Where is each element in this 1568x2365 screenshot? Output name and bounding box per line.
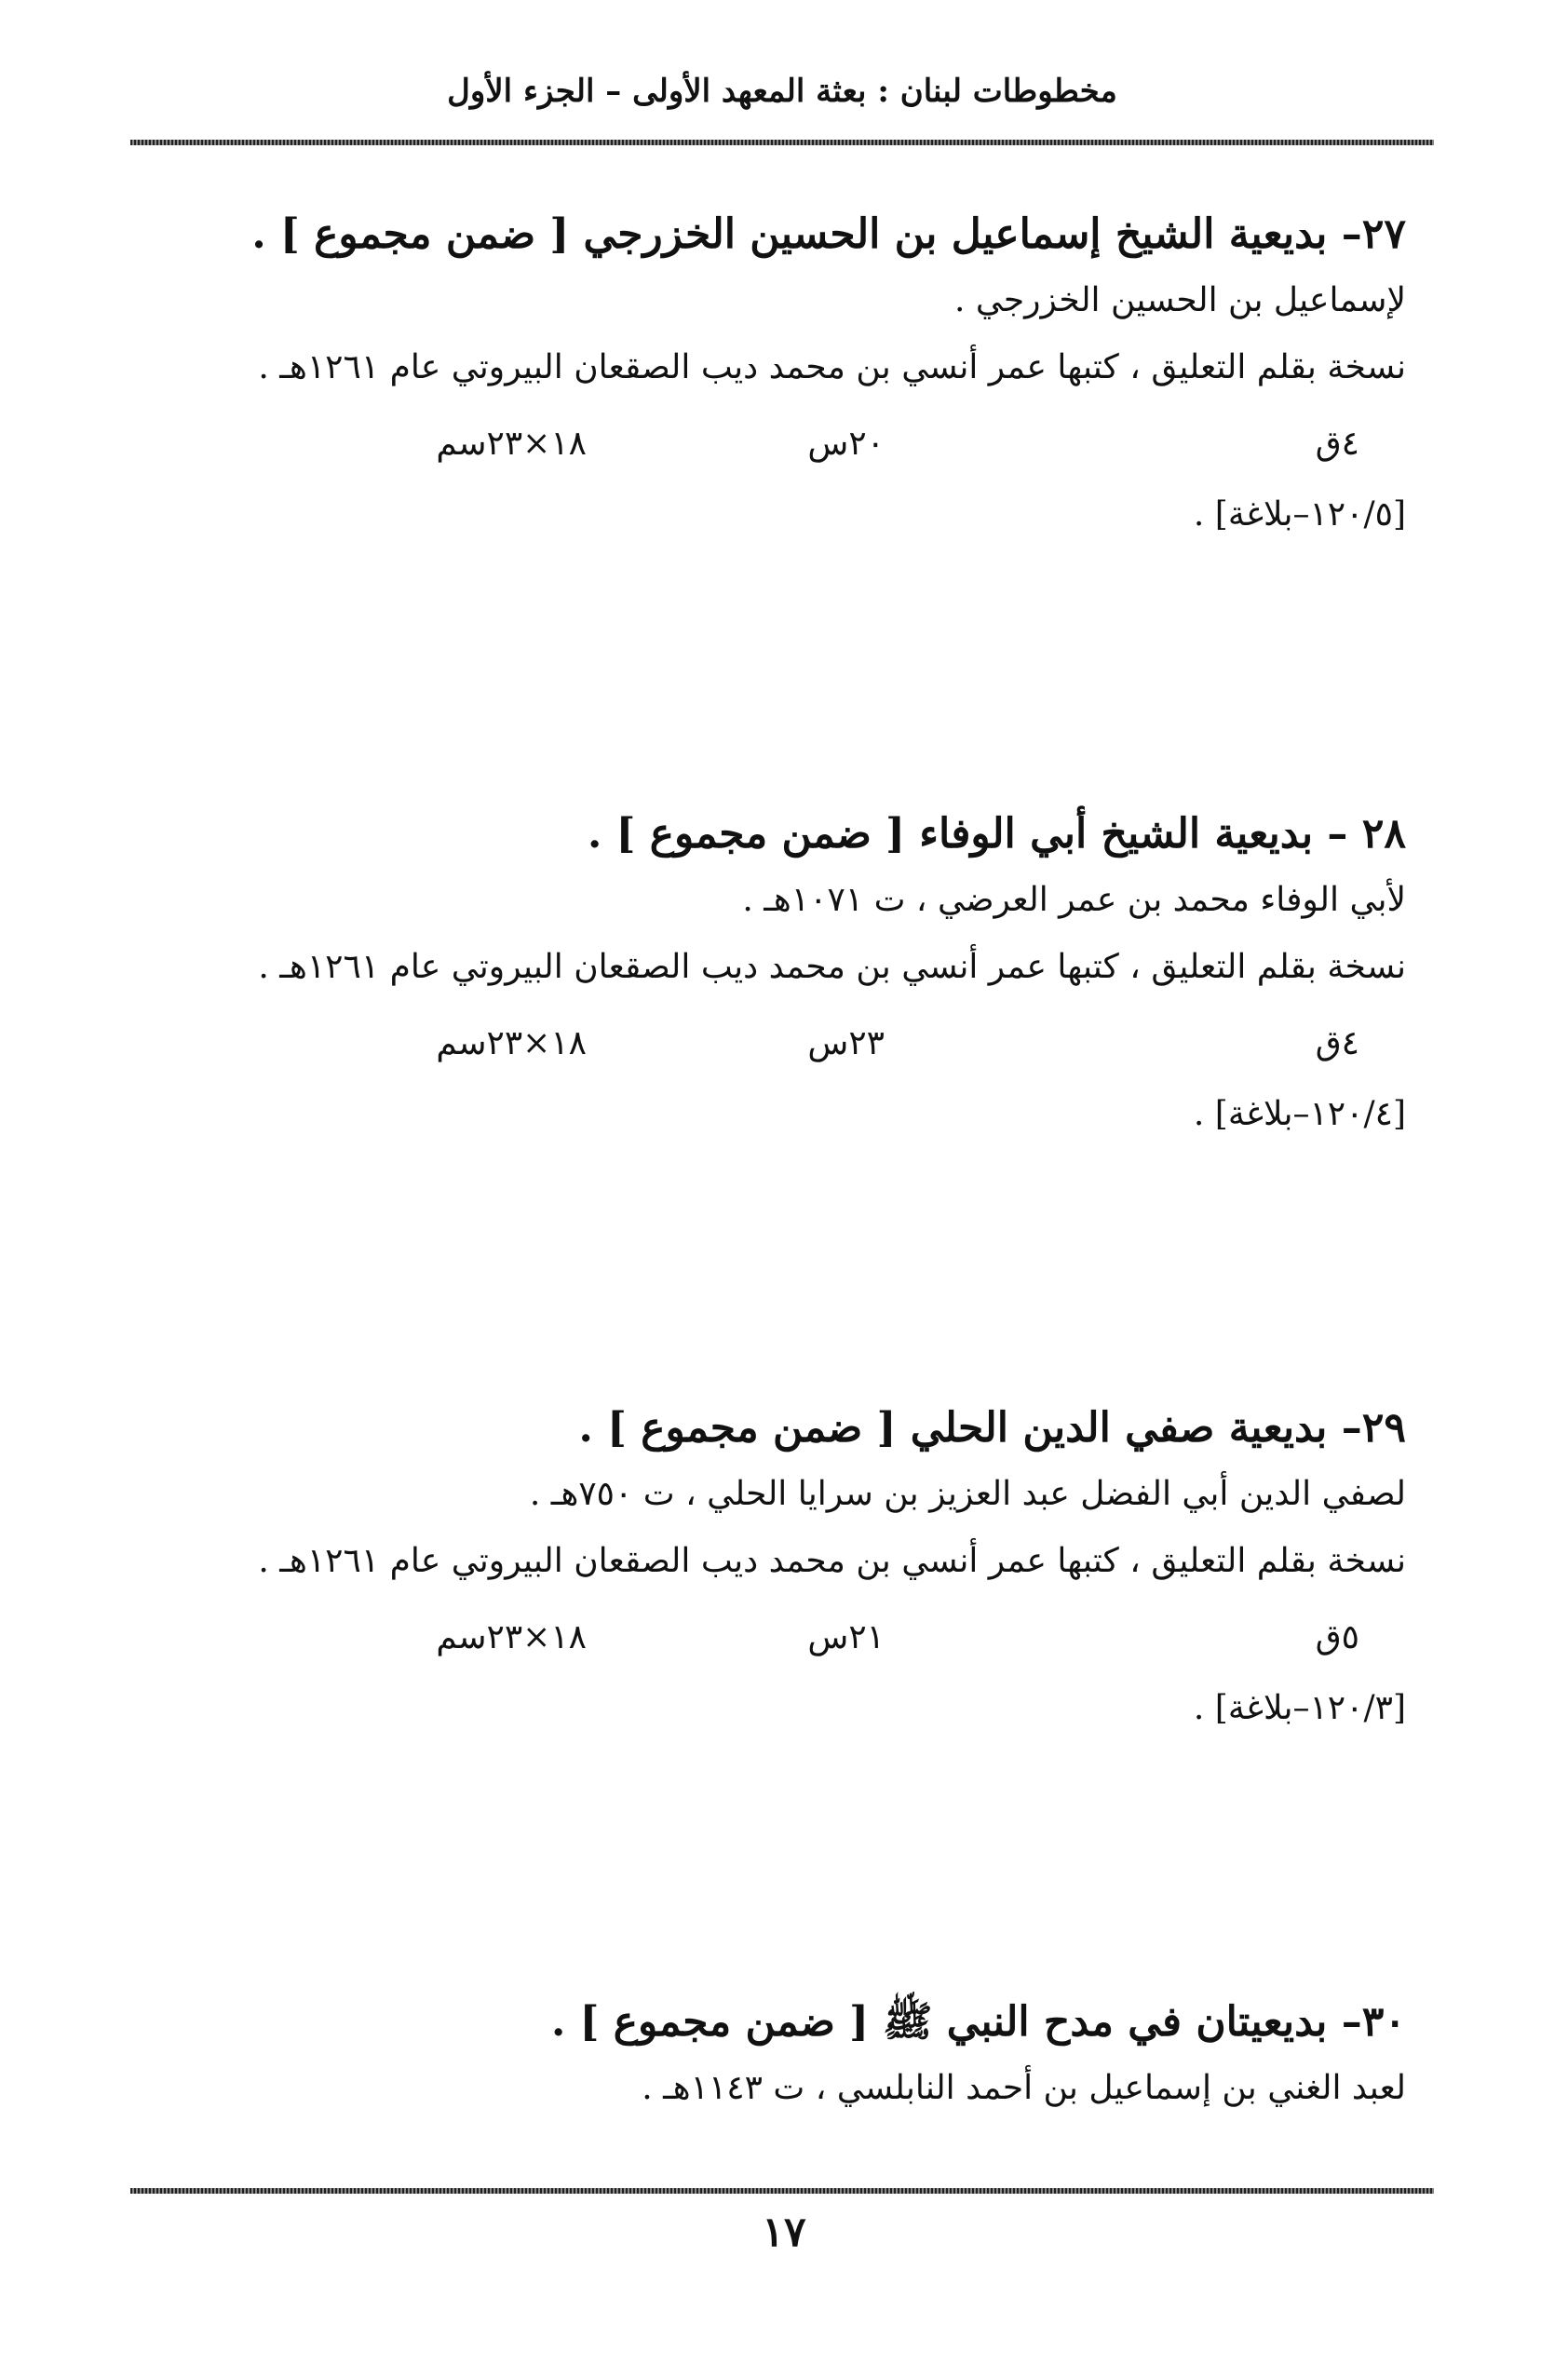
page-number: ١٧ xyxy=(762,2209,806,2256)
catalog-entry-28 xyxy=(121,806,1406,1140)
entry-description: نسخة بقلم التعليق ، كتبها عمر أنسي بن محمد ديب الصقعان البيروتي عام ١٢٦١هـ . xyxy=(258,948,1406,986)
dimensions: ١٨×٢٣سم xyxy=(436,1618,587,1656)
entry-physical-details xyxy=(121,1618,1406,1674)
entry-author: لعبد الغني بن إسماعيل بن أحمد النابلسي ، ت ١١٤٣هـ . xyxy=(642,2069,1406,2107)
dimensions: ١٨×٢٣سم xyxy=(436,425,587,463)
entry-author: لصفي الدين أبي الفضل عبد العزيز بن سرايا الحلي ، ت ٧٥٠هـ . xyxy=(529,1475,1406,1513)
leaves-count: ٤ق xyxy=(1315,425,1359,463)
lines-count: ٢٠س xyxy=(807,425,885,463)
entry-author: لإسماعيل بن الحسين الخزرجي . xyxy=(953,281,1406,319)
running-header: مخطوطات لبنان : بعثة المعهد الأولى – الجزء الأول xyxy=(447,73,1117,110)
catalog-entry-27 xyxy=(121,207,1406,540)
leaves-count: ٥ق xyxy=(1315,1618,1359,1656)
footer-rule xyxy=(130,2188,1434,2194)
entry-author: لأبي الوفاء محمد بن عمر العرضي ، ت ١٠٧١هـ . xyxy=(742,881,1406,919)
entry-title: ٢٨ – بديعية الشيخ أبي الوفاء [ ضمن مجموع ] . xyxy=(588,810,1406,858)
entry-physical-details xyxy=(121,425,1406,480)
entry-title: ٢٩– بديعية صفي الدين الحلي [ ضمن مجموع ] . xyxy=(578,1404,1406,1452)
entry-description: نسخة بقلم التعليق ، كتبها عمر أنسي بن محمد ديب الصقعان البيروتي عام ١٢٦١هـ . xyxy=(258,348,1406,386)
entry-title: ٢٧– بديعية الشيخ إسماعيل بن الحسين الخزرجي [ ضمن مجموع ] . xyxy=(251,210,1406,258)
entry-title: ٣٠– بديعيتان في مدح النبي ﷺ [ ضمن مجموع ] . xyxy=(551,1998,1406,2046)
lines-count: ٢١س xyxy=(807,1618,885,1656)
shelf-reference: [١٢٠/٤–بلاغة] . xyxy=(1193,1095,1406,1133)
header-rule xyxy=(130,140,1434,145)
lines-count: ٢٣س xyxy=(807,1024,885,1062)
shelf-reference: [١٢٠/٥–بلاغة] . xyxy=(1193,495,1406,534)
catalog-entry-29 xyxy=(121,1400,1406,1734)
shelf-reference: [١٢٠/٣–بلاغة] . xyxy=(1193,1689,1406,1727)
catalog-entry-30 xyxy=(121,1994,1406,2114)
entry-physical-details xyxy=(121,1024,1406,1080)
leaves-count: ٤ق xyxy=(1315,1024,1359,1062)
entry-description: نسخة بقلم التعليق ، كتبها عمر أنسي بن محمد ديب الصقعان البيروتي عام ١٢٦١هـ . xyxy=(258,1542,1406,1580)
dimensions: ١٨×٢٣سم xyxy=(436,1024,587,1062)
